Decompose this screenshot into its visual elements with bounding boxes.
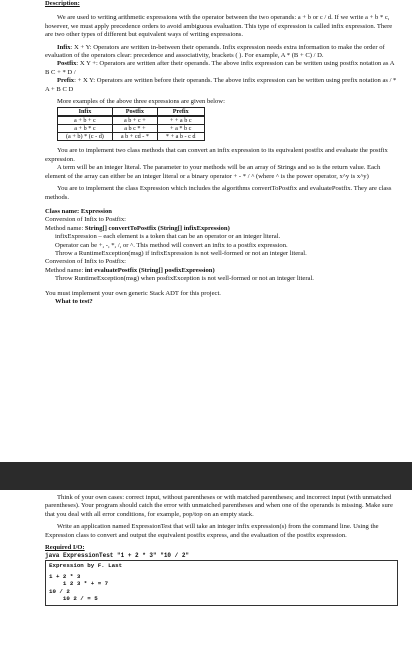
postfix-label: Postfix [57,60,77,68]
table-row [58,116,205,125]
table-cell: (a + b) * (c - d) [58,133,113,141]
method-2-signature [45,267,398,275]
output-line: 10 2 / = 5 [49,595,98,603]
application-paragraph: Write an application named ExpressionTest that will take an integer infix expression(s) from the command line. Using the Expression class to convert and output the equivalent postfix express, and the evaluation of the postfix expression. [45,523,379,539]
prefix-definition [45,77,398,94]
conversion-heading-2: Conversion of Infix to Postfix: [45,258,126,266]
postfix-definition [45,60,398,77]
table-row [58,125,205,133]
table-cell: + + a b c [157,116,204,125]
output-header: Expression by F. Last [49,562,123,570]
what-to-test-heading: What to test? [55,297,93,305]
task-paragraph-1: You are to implement two class methods that can convert an infix expression to its equivalent postfix and evaluate the postfix expression. [45,147,388,163]
output-line: 10 / 2 [49,587,70,595]
method-1-desc-b: Operator can be +, -, *, /, or ^. This method will convert an infix to a postfix expression. [55,241,288,249]
examples-table-header [58,108,205,117]
examples-table [57,107,205,141]
method-2-desc-a: Throw RuntimeException(msg) when posfixException is not well-formed or not an integer literal. [55,275,314,283]
table-cell: a + b * c [58,125,113,133]
table-cell: a b c * + [112,125,157,133]
method-2-sig: int evaluatePostfix (String[] posfixExpression) [84,266,215,274]
method-1-label: Method name: [45,224,85,232]
test-paragraph: Think of your own cases: correct input, without parentheses or with matched parentheses; and incorrect input (with unmatched parentheses). Your program should catch the error with unmatched parentheses and when one of the operands is missing. Make sure that you deal with all error conditions, for example, pop/top on an empty stack. [45,494,393,518]
table-row [58,133,205,141]
stack-note: You must implement your own generic Stack ADT for this project. [45,289,221,297]
output-line: 1 + 2 * 3 [49,572,81,580]
table-cell: a + b + c [58,116,113,125]
method-1-sig: String[] convertToPostfix (String[] infixExpression) [84,224,230,232]
postfix-text: : X Y +: Operators are written after their operands. The above infix expression can be written using postfix notation as A B C + * D / [45,60,395,76]
command-line: java ExpressionTest "1 + 2 * 3" "10 / 2" [45,552,190,560]
task-paragraph-2: A term will be an integer literal. The parameter to your methods will be an array of Strings and so is the return value. Each element of the array can either be an integer literal or a binary operator + - * / ^ (where ^ is the power operator, x^y is x^y) [45,164,381,180]
table-cell: a b + c + [112,116,157,125]
page-separator [0,462,412,490]
more-examples-caption: More examples of the above three expressions are given below: [57,98,225,106]
infix-definition [45,44,398,61]
intro-paragraph: We are used to writing arithmetic expressions with the operator between the two operands: a + b or c / d. If we write a + b * c, however, we must apply precedence orders to avoid ambiguous evaluation. This type of expression is called infix expression. There are two other types of different but equivalent ways of writing expressions. [45,14,393,39]
description-heading: Description: [45,0,80,7]
infix-text: : X + Y: Operators are written in-between their operands. Infix expression needs extra information to make the order of evaluation of the operators clear: precedence and associativity, brackets ( ). For example, A * (B + C) / D. [45,43,385,60]
table-header-prefix: Prefix [157,108,204,117]
table-header-postfix: Postfix [112,108,157,117]
table-cell: + a * b c [157,125,204,133]
method-1-desc-c: Throw a RuntimeException(msg) if infixExpression is not well-formed or not an integer literal. [55,249,307,257]
table-header-infix: Infix [58,108,113,117]
conversion-heading-1: Conversion of Infix to Postfix: [45,216,126,224]
prefix-text: : + X Y: Operators are written before their operands. The above infix expression can be written using prefix notation as / * A + B C D [45,77,397,93]
class-name: Class name: Expression [45,207,112,215]
task-paragraph-3: You are to implement the class Expression which includes the algorithms convertToPostfix and evaluatePostfix. They are class methods. [45,185,392,201]
infix-label: Infix [57,43,71,51]
page-bottom [0,490,412,657]
table-cell: * + a b - c d [157,133,204,141]
table-cell: a b + cd - * [112,133,157,141]
required-io-heading: Required I/O: [45,544,85,552]
prefix-label: Prefix [57,77,75,85]
method-1-desc-a: infixExpression – each element is a token that can be an operator or an integer literal. [55,233,281,241]
output-box [45,560,398,606]
output-line: 1 2 3 * + = 7 [49,580,109,588]
method-2-label: Method name: [45,266,85,274]
method-1-signature [45,225,398,233]
